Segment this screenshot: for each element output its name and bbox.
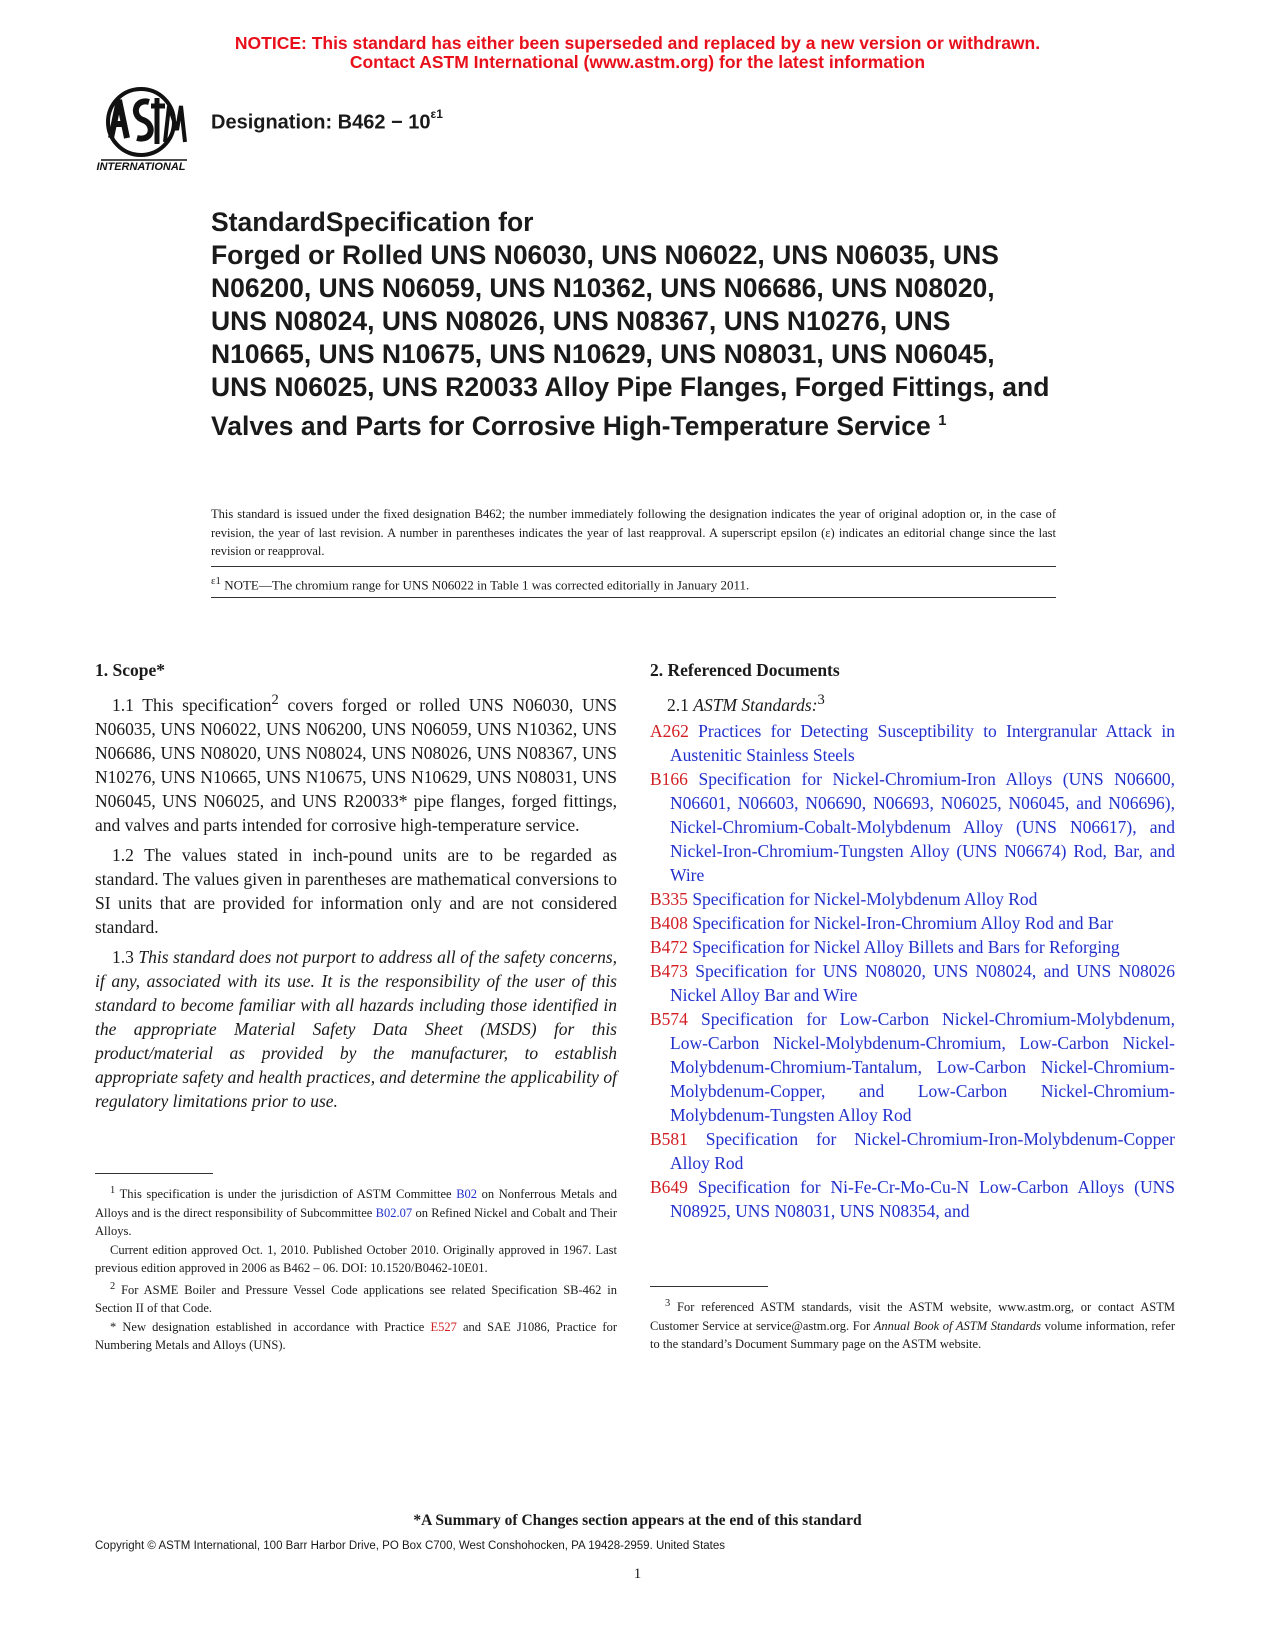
reference-title-link[interactable]: Specification for Low-Carbon Nickel-Chromium-Molybdenum, Low-Carbon Nickel-Molybdenum-Chromium, Low-Carbon Nickel-Molybdenum-Chromium-Tantalum, Low-Carbon Nickel-Chromium-Molybdenum-Copper, and Low-Carbon Nickel-Chromium-Molybdenum-Tungsten Alloy Rod [670,1008,1175,1125]
summary-of-changes-note: *A Summary of Changes section appears at the end of this standard [413,1512,862,1529]
epsilon-note [211,575,749,593]
reference-item [650,887,1175,911]
left-column [95,658,617,1119]
page-number: 1 [633,1566,642,1582]
footnote-star [95,1318,617,1355]
footnote-rule-left [95,1173,213,1174]
reference-title-link[interactable]: Specification for Nickel-Molybdenum Alloy Rod [687,888,1038,909]
scope-para-1-1 [95,688,617,837]
designation-label: Designation: B462 − 10 [211,111,431,134]
reference-code-link[interactable]: B574 [650,1008,688,1029]
astm-standards-subheading [667,688,1175,717]
reference-code-link[interactable]: B166 [650,768,688,789]
footnotes-left [95,1182,617,1355]
reference-title-link[interactable]: Specification for Nickel-Iron-Chromium Alloy Rod and Bar [687,912,1114,933]
footnote-3-sup: 3 [665,1298,671,1309]
reference-code-link[interactable]: B408 [650,912,688,933]
reference-item [650,719,1175,767]
footnote-1-b: on Nonferrous Metals and Alloys and is the direct responsibility of Subcommittee [95,1187,617,1220]
reference-title-link[interactable]: Specification for Nickel Alloy Billets and Bars for Reforging [687,936,1120,957]
reference-title-link[interactable]: Specification for UNS N08020, UNS N08024, and UNS N08026 Nickel Alloy Bar and Wire [670,960,1175,1005]
footnote-1-sup: 1 [110,1185,116,1196]
footnote-rule-right [650,1286,768,1287]
reference-title-link[interactable]: Specification for Ni-Fe-Cr-Mo-Cu-N Low-Carbon Alloys (UNS N08925, UNS N08031, UNS N08354, and [670,1176,1175,1221]
footnote-2-sup: 2 [110,1280,116,1292]
reference-code-link[interactable]: B581 [650,1128,688,1149]
astm-logo [91,86,196,178]
reference-title-link[interactable]: Specification for Nickel-Chromium-Iron Alloys (UNS N06600, N06601, N06603, N06690, N06693, N06025, N06045, and N06696), Nickel-Chromium-Cobalt-Molybdenum Alloy (UNS N06617), and Nickel-Iron-Chromium-Tungsten Alloy (UNS N06674) Rod, Bar, and Wire [670,768,1175,885]
copyright-line: Copyright © ASTM International, 100 Barr Harbor Drive, PO Box C700, West Conshohocken, PA 19428-2959. United States [95,1540,726,1552]
reference-code-link[interactable]: B472 [650,936,688,957]
title-footnote-ref: 1 [938,412,947,429]
epsilon-sup: ε1 [211,575,221,587]
logo-wordmark: INTERNATIONAL [96,161,186,173]
footnote-1 [95,1182,617,1241]
notice-banner [0,34,1275,72]
epsilon-note-text: NOTE—The chromium range for UNS N06022 in Table 1 was corrected editorially in January 2011. [224,577,750,593]
footnote-1-a: This specification is under the jurisdiction of ASTM Committee [115,1187,457,1202]
scope-para-1-3 [95,945,617,1113]
title-body: Forged or Rolled UNS N06030, UNS N06022, UNS N06035, UNS N06200, UNS N06059, UNS N10362, UNS N06686, UNS N08020, UNS N08024, UNS N08026, UNS N08367, UNS N10276, UNS N10665, UNS N10675, UNS N10629, UNS N08031, UNS N06045, UNS N06025, UNS R20033 Alloy Pipe Flanges, Forged Fittings, and Valves and Parts for Corrosive High-Temperature Service [211,240,1050,441]
scope-1-3-text: This standard does not purport to address all of the safety concerns, if any, associated with its use. It is the responsibility of the user of this standard to become familiar with all hazards including those identified in the appropriate Material Safety Data Sheet (MSDS) for this product/material as provided by the manufacturer, to establish appropriate safety and health practices, and determine the applicability of regulatory limitations prior to use. [95,946,618,1111]
footnotes-right [650,1295,1175,1354]
reference-code-link[interactable]: B649 [650,1176,688,1197]
reference-item [650,767,1175,887]
subcommittee-b02-07-link[interactable]: B02.07 [375,1205,413,1220]
scope-1-3-num: 1.3 [112,946,139,967]
reference-item [650,911,1175,935]
notice-line-1: NOTICE: This standard has either been superseded and replaced by a new version or withdrawn. [234,33,1041,53]
reference-title-link[interactable]: Specification for Nickel-Chromium-Iron-Molybdenum-Copper Alloy Rod [670,1128,1175,1173]
footnote-star-a: * New designation established in accordance with Practice [110,1319,431,1334]
astm-logo-icon [91,86,196,178]
footnote-3-b: volume information, refer to the standard’s Document Summary page on the ASTM website. [650,1318,1175,1352]
refs-sub-title: ASTM Standards: [693,694,818,715]
reference-item [650,1127,1175,1175]
footnote-3-a: For referenced ASTM standards, visit the ASTM website, www.astm.org, or contact ASTM Customer Service at service@astm.org. For [650,1300,1175,1333]
reference-title-link[interactable]: Practices for Detecting Susceptibility to Intergranular Attack in Austenitic Stainless Steels [670,720,1175,765]
reference-code-link[interactable]: B335 [650,888,688,909]
refs-sub-sup: 3 [817,692,825,708]
page-title [211,206,1051,443]
divider-bottom [211,597,1056,598]
practice-e527-link[interactable]: E527 [430,1319,457,1334]
reference-item [650,935,1175,959]
footnote-star-b: and SAE J1086, Practice for Numbering Metals and Alloys (UNS). [95,1319,617,1353]
committee-b02-link[interactable]: B02 [456,1187,478,1202]
section-refs-heading: 2. Referenced Documents [650,660,840,680]
refs-sub-num: 2.1 [667,694,694,715]
reference-code-link[interactable]: B473 [650,960,688,981]
right-column [650,658,1175,1223]
scope-1-1-a: 1.1 This specification [112,694,272,715]
notice-line-2: Contact ASTM International (www.astm.org) for the latest information [349,52,926,72]
reference-item [650,1007,1175,1127]
reference-list [650,719,1175,1223]
title-line-1: StandardSpecification for [211,207,534,237]
issued-note: This standard is issued under the fixed designation B462; the number immediately following the designation indicates the year of original adoption or, in the case of revision, the year of last revision. A number in parentheses indicates the year of last reapproval. A superscript epsilon (ε) indicates an editorial change since the last revision or reapproval. [211,507,1056,558]
designation-superscript: ε1 [430,107,443,121]
scope-1-1-b: covers forged or rolled UNS N06030, UNS N06035, UNS N06022, UNS N06200, UNS N06059, UNS N10362, UNS N06686, UNS N08020, UNS N08024, UNS N08026, UNS N08367, UNS N10276, UNS N10665, UNS N10675, UNS N10629, UNS N08031, UNS N06045, UNS N06025, and UNS R20033* pipe flanges, forged fittings, and valves and parts intended for corrosive high-temperature service. [95,694,617,835]
designation [211,107,443,135]
footnote-1-c: on Refined Nickel and Cobalt and Their Alloys. [95,1205,617,1239]
scope-1-1-sup: 2 [271,692,279,708]
reference-item [650,959,1175,1007]
footnote-3-italic: Annual Book of ASTM Standards [873,1318,1041,1333]
reference-item [650,1175,1175,1223]
footnote-2-text: For ASME Boiler and Pressure Vessel Code applications see related Specification SB-462 in Section II of that Code. [95,1282,617,1316]
reference-code-link[interactable]: A262 [650,720,689,741]
footnote-3 [650,1295,1175,1354]
footnote-2 [95,1278,617,1318]
footnote-1-edition: Current edition approved Oct. 1, 2010. Published October 2010. Originally approved in 1967. Last previous edition approved in 2006 as B462 – 06. DOI: 10.1520/B0462-10E01. [95,1242,617,1276]
scope-para-1-2: 1.2 The values stated in inch-pound units are to be regarded as standard. The values given in parentheses are mathematical conversions to SI units that are provided for information only and are not considered standard. [95,844,617,937]
divider-top [211,566,1056,567]
section-scope-heading: 1. Scope* [95,660,165,680]
